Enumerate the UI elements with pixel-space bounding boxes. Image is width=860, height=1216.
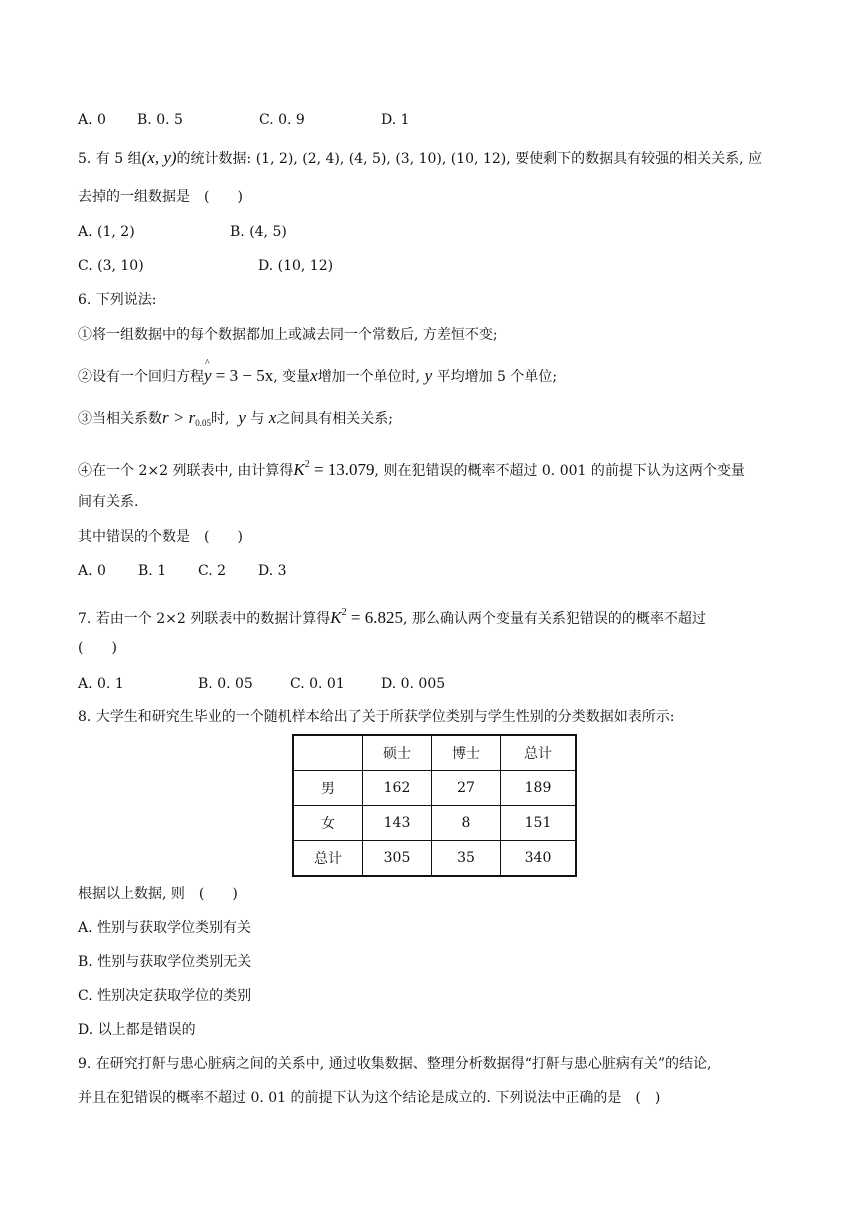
q4-option-c: C. 0. 9 xyxy=(259,112,305,128)
q7-val: = 6.825 xyxy=(346,608,403,627)
table-cell: 27 xyxy=(432,771,501,806)
q6-s4-text-a: ④在一个 2×2 列联表中, 由计算得 xyxy=(78,463,294,479)
table-cell: 男 xyxy=(293,771,363,806)
q7-chi-square xyxy=(330,608,403,627)
q5-option-b: B. (4, 5) xyxy=(230,224,287,240)
q6-s4-k: K xyxy=(293,460,305,479)
q8-question: 根据以上数据, 则 ( ) xyxy=(78,886,238,902)
q5-prefix: 5. 有 5 组 xyxy=(78,151,142,167)
q9-stem-line2: 并且在犯错误的概率不超过 0. 01 的前提下认为这个结论是成立的. 下列说法中正确的是 ( ) xyxy=(78,1090,661,1106)
q8-option-b: B. 性别与获取学位类别无关 xyxy=(78,954,252,970)
q5-option-a: A. (1, 2) xyxy=(78,224,135,240)
q7-stem-line2: ( ) xyxy=(78,640,117,656)
q6-s3-text-c: 与 xyxy=(250,411,265,427)
q7-option-c: C. 0. 01 xyxy=(290,676,345,692)
table-header-cell: 硕士 xyxy=(363,735,432,771)
q7-option-d: D. 0. 005 xyxy=(381,676,446,692)
q6-statement-4-line2: 间有关系. xyxy=(78,494,139,510)
q6-s4-text-b: , 则在犯错误的概率不超过 0. 001 的前提下认为这两个变量 xyxy=(374,463,745,479)
table-header-cell xyxy=(293,735,363,771)
q6-s3-x: x xyxy=(268,408,277,427)
q7-text-a: 7. 若由一个 2×2 列联表中的数据计算得 xyxy=(78,611,331,627)
q7-text-b: , 那么确认两个变量有关系犯错误的的概率不超过 xyxy=(402,611,706,627)
q6-option-a: A. 0 xyxy=(78,563,106,579)
q6-s2-x: x xyxy=(310,366,318,385)
q7-option-b: B. 0. 05 xyxy=(198,676,253,692)
table-cell: 162 xyxy=(363,771,432,806)
q8-option-c: C. 性别决定获取学位的类别 xyxy=(78,988,252,1004)
table-cell: 151 xyxy=(501,806,577,841)
regression-rhs: = 3 − 5x xyxy=(211,366,274,385)
q6-statement-2 xyxy=(78,366,557,387)
q5-stem-line2: 去掉的一组数据是 ( ) xyxy=(78,189,243,205)
q6-s2-y: y xyxy=(424,366,433,385)
table-header-cell: 总计 xyxy=(501,735,577,771)
q7-k: K xyxy=(330,608,342,627)
q8-option-d: D. 以上都是错误的 xyxy=(78,1022,196,1038)
q5-stem xyxy=(78,148,762,169)
table-row xyxy=(293,806,576,841)
q6-s2-text-a: ②设有一个回归方程 xyxy=(78,369,204,385)
table-row xyxy=(293,771,576,806)
q6-s3-y: y xyxy=(238,408,246,427)
q6-s2-text-b: , 变量 xyxy=(273,369,311,385)
q8-option-a: A. 性别与获取学位类别有关 xyxy=(78,920,252,936)
q6-s3-text-d: 之间具有相关关系; xyxy=(276,411,394,427)
q6-statement-1: ①将一组数据中的每个数据都加上或减去同一个常数后, 方差恒不变; xyxy=(78,327,498,343)
q6-question: 其中错误的个数是 ( ) xyxy=(78,529,243,545)
table-cell: 305 xyxy=(363,841,432,877)
q5-rest: 的统计数据: (1, 2), (2, 4), (4, 5), (3, 10), (10, 12), 要使剩下的数据具有较强的相关关系, 应 xyxy=(176,151,763,167)
q7-stem xyxy=(78,603,706,629)
q6-statement-4 xyxy=(78,455,745,481)
table-cell: 143 xyxy=(363,806,432,841)
correlation-condition xyxy=(162,408,211,427)
q6-s4-val: = 13.079 xyxy=(309,460,375,479)
q5-option-c: C. (3, 10) xyxy=(78,258,144,274)
table-cell: 女 xyxy=(293,806,363,841)
q6-s2-text-c: 增加一个单位时, xyxy=(317,369,421,385)
q4-option-b: B. 0. 5 xyxy=(137,112,183,128)
q6-s4-sup: 2 xyxy=(304,459,310,470)
q6-option-c: C. 2 xyxy=(198,563,227,579)
table-cell: 35 xyxy=(432,841,501,877)
q6-stem: 6. 下列说法: xyxy=(78,292,157,308)
q6-s3-sub: 0.05 xyxy=(195,418,211,428)
table-header-cell: 博士 xyxy=(432,735,501,771)
q8-stem: 8. 大学生和研究生毕业的一个随机样本给出了关于所获学位类别与学生性别的分类数据如表所示: xyxy=(78,709,675,725)
q6-s2-text-d: 平均增加 5 个单位; xyxy=(436,369,558,385)
q7-option-a: A. 0. 1 xyxy=(78,676,124,692)
table-cell: 189 xyxy=(501,771,577,806)
regression-equation xyxy=(204,366,273,385)
q4-option-a: A. 0 xyxy=(78,112,106,128)
q6-option-b: B. 1 xyxy=(138,563,167,579)
q6-statement-3 xyxy=(78,408,393,433)
degree-gender-table xyxy=(292,734,577,877)
q9-stem: 9. 在研究打鼾与患心脏病之间的关系中, 通过收集数据、整理分析数据得“打鼾与患心脏病有关”的结论, xyxy=(78,1056,712,1072)
y-hat: ^ y xyxy=(204,366,212,386)
table-row xyxy=(293,841,576,877)
q6-option-d: D. 3 xyxy=(258,563,287,579)
q6-s3-r: r > r xyxy=(162,408,196,427)
q7-sup: 2 xyxy=(341,607,347,618)
table-header-row xyxy=(293,735,576,771)
q6-s3-text-b: 时, xyxy=(210,411,230,427)
table-cell: 总计 xyxy=(293,841,363,877)
q4-option-d: D. 1 xyxy=(381,112,410,128)
q6-s3-text-a: ③当相关系数 xyxy=(78,411,162,427)
q5-math: (x, y) xyxy=(141,148,177,167)
table-cell: 8 xyxy=(432,806,501,841)
q5-option-d: D. (10, 12) xyxy=(258,258,334,274)
table-cell: 340 xyxy=(501,841,577,877)
chi-square-value xyxy=(293,460,374,479)
